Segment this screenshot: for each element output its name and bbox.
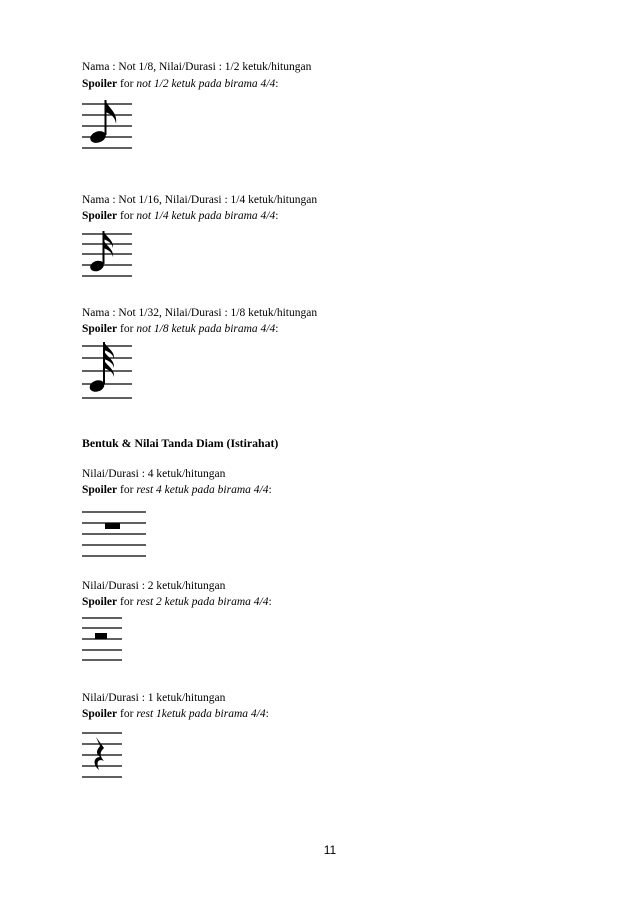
spoiler-for: for	[117, 323, 137, 335]
spoiler-text: not 1/2 ketuk pada birama 4/4	[136, 78, 276, 90]
spoiler-colon: :	[268, 484, 272, 496]
spoiler-label: Spoiler	[82, 210, 118, 222]
spoiler-colon: :	[275, 210, 279, 222]
note-eighth-name: Nama : Not 1/8, Nilai/Durasi : 1/2 ketuk/hitungan	[82, 61, 312, 73]
spoiler-label: Spoiler	[82, 708, 118, 720]
quarter-rest-figure	[82, 728, 126, 782]
spoiler-colon: :	[275, 323, 279, 335]
spoiler-colon: :	[268, 596, 272, 608]
rest-whole-name: Nilai/Durasi : 4 ketuk/hitungan	[82, 468, 226, 480]
spoiler-for: for	[117, 484, 137, 496]
note-thirtysecond-name: Nama : Not 1/32, Nilai/Durasi : 1/8 ketuk/hitungan	[82, 307, 318, 319]
sixteenth-note-figure	[82, 228, 134, 280]
spoiler-text: rest 4 ketuk pada birama 4/4	[136, 484, 269, 496]
spoiler-label: Spoiler	[82, 78, 118, 90]
thirtysecond-note-figure	[82, 340, 134, 402]
half-rest-figure	[82, 614, 126, 664]
spoiler-text: rest 1ketuk pada birama 4/4	[136, 708, 266, 720]
spoiler-colon: :	[275, 78, 279, 90]
spoiler-label: Spoiler	[82, 323, 118, 335]
spoiler-text: not 1/8 ketuk pada birama 4/4	[136, 323, 276, 335]
eighth-note-figure	[82, 96, 134, 154]
note-eighth-spoiler	[82, 77, 278, 91]
spoiler-for: for	[117, 210, 137, 222]
rest-whole-spoiler	[82, 483, 272, 497]
rest-section-heading: Bentuk & Nilai Tanda Diam (Istirahat)	[82, 436, 279, 450]
note-sixteenth-spoiler	[82, 209, 278, 223]
note-thirtysecond-spoiler	[82, 322, 278, 336]
rest-half-name: Nilai/Durasi : 2 ketuk/hitungan	[82, 580, 226, 592]
page-number: 11	[323, 843, 337, 857]
rest-quarter-spoiler	[82, 707, 269, 721]
spoiler-for: for	[117, 596, 137, 608]
spoiler-label: Spoiler	[82, 484, 118, 496]
spoiler-text: rest 2 ketuk pada birama 4/4	[136, 596, 269, 608]
rest-half-spoiler	[82, 595, 272, 609]
note-sixteenth-name: Nama : Not 1/16, Nilai/Durasi : 1/4 ketuk/hitungan	[82, 194, 318, 206]
spoiler-for: for	[117, 708, 137, 720]
spoiler-label: Spoiler	[82, 596, 118, 608]
spoiler-text: not 1/4 ketuk pada birama 4/4	[136, 210, 276, 222]
whole-rest-figure	[82, 508, 148, 560]
spoiler-colon: :	[265, 708, 269, 720]
spoiler-for: for	[117, 78, 137, 90]
rest-quarter-name: Nilai/Durasi : 1 ketuk/hitungan	[82, 692, 226, 704]
